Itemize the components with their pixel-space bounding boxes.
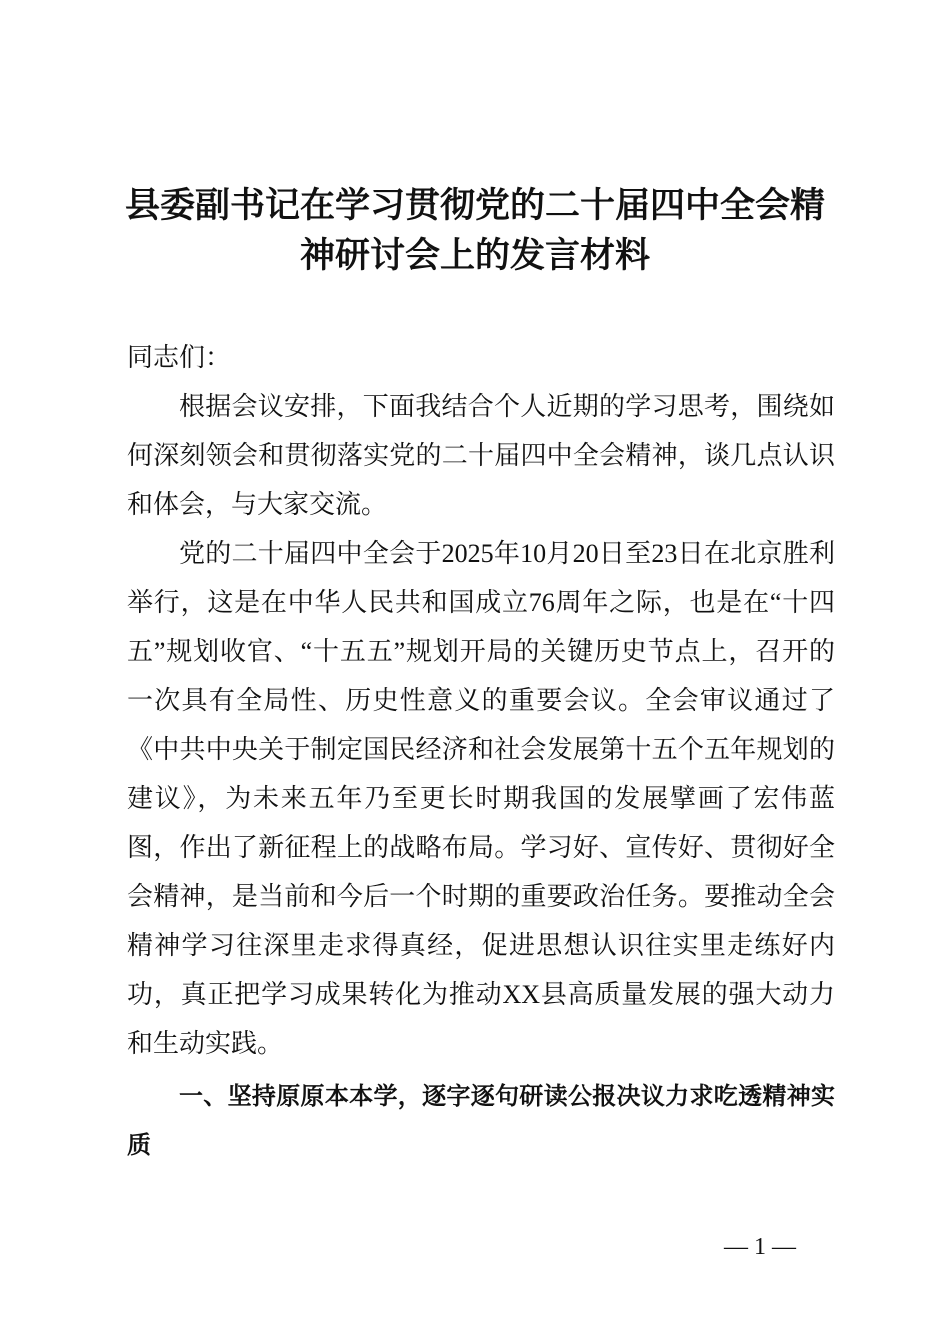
document-title: 县委副书记在学习贯彻党的二十届四中全会精神研讨会上的发言材料 — [124, 186, 825, 276]
body-paragraph: 根据会议安排，下面我结合个人近期的学习思考，围绕如何深刻领会和贯彻落实党的二十届四中全会精神，谈几点认识和体会，与大家交流。 — [127, 392, 835, 519]
section-heading: 一、坚持原原本本学，逐字逐句研读公报决议力求吃透精神实质 — [127, 1082, 835, 1159]
document-body — [127, 333, 835, 1170]
body-paragraph: 党的二十届四中全会于2025年10月20日至23日在北京胜利举行，这是在中华人民共和国成立76周年之际，也是在“十四五”规划收官、“十五五”规划开局的关键历史节点上，召开的一次具有全局性、历史性意义的重要会议。全会审议通过了《中共中央关于制定国民经济和社会发展第十五个五年规划的建议》，为未来五年乃至更长时期我国的发展擘画了宏伟蓝图，作出了新征程上的战略布局。学习好、宣传好、贯彻好全会精神，是当前和今后一个时期的重要政治任务。要推动全会精神学习往深里走求得真经，促进思想认识往实里走练好内功，真正把学习成果转化为推动XX县高质量发展的强大动力和生动实践。 — [127, 539, 835, 1058]
page-number: — 1 — — [724, 1234, 796, 1260]
salutation: 同志们： — [127, 343, 232, 372]
